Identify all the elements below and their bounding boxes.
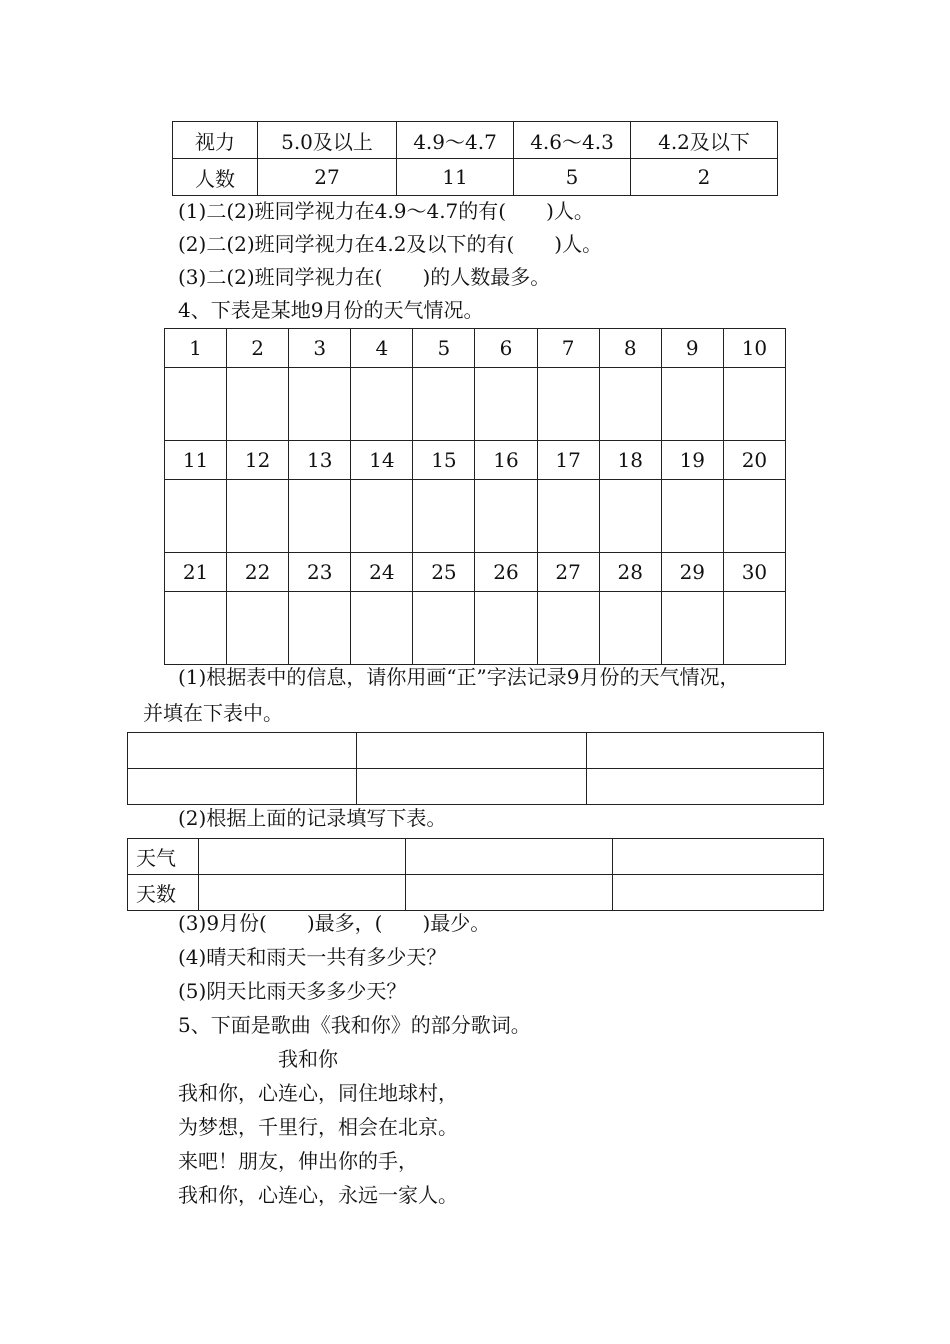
tally-cell (357, 769, 587, 805)
weather-cell (413, 480, 475, 553)
weather-cell (351, 480, 413, 553)
weather-type-cell (199, 839, 406, 875)
weather-days-row (128, 875, 824, 911)
tally-cell (587, 733, 824, 769)
weather-cell (661, 592, 723, 665)
q3-sub3: (3)二(2)班同学视力在( )的人数最多。 (178, 265, 551, 289)
weather-cell (413, 368, 475, 441)
weather-cell (475, 480, 537, 553)
weather-cell (165, 592, 227, 665)
calendar-day: 15 (413, 441, 475, 480)
vision-count-cell: 11 (397, 159, 514, 196)
vision-header-row (173, 122, 778, 159)
tally-cell (128, 769, 357, 805)
q4-sub5: (5)阴天比雨天多多少天？ (178, 979, 407, 1003)
weather-days-cell (199, 875, 406, 911)
vision-count-cell: 5 (514, 159, 631, 196)
calendar-day: 24 (351, 553, 413, 592)
lyric-line: 我和你，心连心，同住地球村， (178, 1081, 458, 1105)
calendar-weather-row (165, 368, 786, 441)
q4-sub1-line1: (1)根据表中的信息，请你用画“正”字法记录9月份的天气情况， (178, 665, 740, 689)
weather-cell (475, 368, 537, 441)
calendar-day: 18 (599, 441, 661, 480)
weather-cell (537, 480, 599, 553)
calendar-day: 25 (413, 553, 475, 592)
weather-cell (723, 592, 785, 665)
tally-cell (128, 733, 357, 769)
vision-header-cell: 4.9～4.7 (397, 122, 514, 159)
calendar-day: 19 (661, 441, 723, 480)
calendar-day: 11 (165, 441, 227, 480)
calendar-day: 2 (227, 329, 289, 368)
calendar-day: 13 (289, 441, 351, 480)
calendar-day: 17 (537, 441, 599, 480)
calendar-day: 7 (537, 329, 599, 368)
weather-cell (227, 368, 289, 441)
days-label: 天数 (128, 875, 199, 911)
calendar-weather-row (165, 480, 786, 553)
weather-label: 天气 (128, 839, 199, 875)
tally-cell (357, 733, 587, 769)
calendar-day: 8 (599, 329, 661, 368)
vision-row-label: 人数 (173, 159, 258, 196)
q3-sub2: (2)二(2)班同学视力在4.2及以下的有( )人。 (178, 232, 603, 256)
weather-calendar-table (164, 328, 786, 665)
calendar-day: 29 (661, 553, 723, 592)
lyric-line: 来吧！朋友，伸出你的手， (178, 1149, 418, 1173)
weather-type-cell (613, 839, 824, 875)
weather-cell (289, 368, 351, 441)
tally-cell (587, 769, 824, 805)
weather-cell (599, 480, 661, 553)
calendar-day: 30 (723, 553, 785, 592)
weather-days-cell (406, 875, 613, 911)
vision-table (172, 121, 778, 196)
weather-cell (351, 592, 413, 665)
vision-header-cell: 4.2及以下 (631, 122, 778, 159)
vision-count-row (173, 159, 778, 196)
weather-cell (661, 368, 723, 441)
weather-days-cell (613, 875, 824, 911)
calendar-day: 9 (661, 329, 723, 368)
weather-cell (227, 592, 289, 665)
weather-days-table (127, 838, 824, 911)
weather-cell (723, 480, 785, 553)
calendar-day: 16 (475, 441, 537, 480)
weather-cell (599, 592, 661, 665)
calendar-day: 6 (475, 329, 537, 368)
vision-header-cell: 4.6～4.3 (514, 122, 631, 159)
weather-cell (599, 368, 661, 441)
calendar-day: 21 (165, 553, 227, 592)
calendar-day: 22 (227, 553, 289, 592)
tally-table (127, 732, 824, 805)
calendar-day: 5 (413, 329, 475, 368)
calendar-day: 27 (537, 553, 599, 592)
lyric-line: 为梦想，千里行，相会在北京。 (178, 1115, 458, 1139)
weather-type-row (128, 839, 824, 875)
weather-cell (413, 592, 475, 665)
calendar-day: 28 (599, 553, 661, 592)
song-title: 我和你 (278, 1047, 338, 1071)
calendar-day: 23 (289, 553, 351, 592)
weather-cell (165, 480, 227, 553)
calendar-day: 14 (351, 441, 413, 480)
weather-type-cell (406, 839, 613, 875)
calendar-day: 1 (165, 329, 227, 368)
weather-cell (661, 480, 723, 553)
weather-cell (165, 368, 227, 441)
q4-sub1-line2: 并填在下表中。 (143, 701, 283, 725)
weather-cell (537, 592, 599, 665)
calendar-day: 12 (227, 441, 289, 480)
weather-cell (723, 368, 785, 441)
weather-cell (289, 480, 351, 553)
calendar-day: 20 (723, 441, 785, 480)
vision-header-cell: 5.0及以上 (258, 122, 397, 159)
tally-row (128, 733, 824, 769)
q4-sub4: (4)晴天和雨天一共有多少天？ (178, 945, 447, 969)
q3-sub1: (1)二(2)班同学视力在4.9～4.7的有( )人。 (178, 199, 594, 223)
tally-row (128, 769, 824, 805)
weather-cell (289, 592, 351, 665)
calendar-day-row (165, 329, 786, 368)
calendar-day: 3 (289, 329, 351, 368)
weather-cell (475, 592, 537, 665)
calendar-day: 26 (475, 553, 537, 592)
weather-cell (351, 368, 413, 441)
calendar-day-row (165, 553, 786, 592)
weather-cell (537, 368, 599, 441)
vision-header-label: 视力 (173, 122, 258, 159)
calendar-weather-row (165, 592, 786, 665)
calendar-day: 4 (351, 329, 413, 368)
lyric-line: 我和你，心连心，永远一家人。 (178, 1183, 458, 1207)
q4-title: 4、下表是某地9月份的天气情况。 (178, 298, 484, 322)
vision-count-cell: 27 (258, 159, 397, 196)
q4-sub2: (2)根据上面的记录填写下表。 (178, 806, 447, 830)
q5-title: 5、下面是歌曲《我和你》的部分歌词。 (178, 1013, 531, 1037)
weather-cell (227, 480, 289, 553)
vision-count-cell: 2 (631, 159, 778, 196)
calendar-day-row (165, 441, 786, 480)
q4-sub3: (3)9月份( )最多，( )最少。 (178, 911, 491, 935)
calendar-day: 10 (723, 329, 785, 368)
